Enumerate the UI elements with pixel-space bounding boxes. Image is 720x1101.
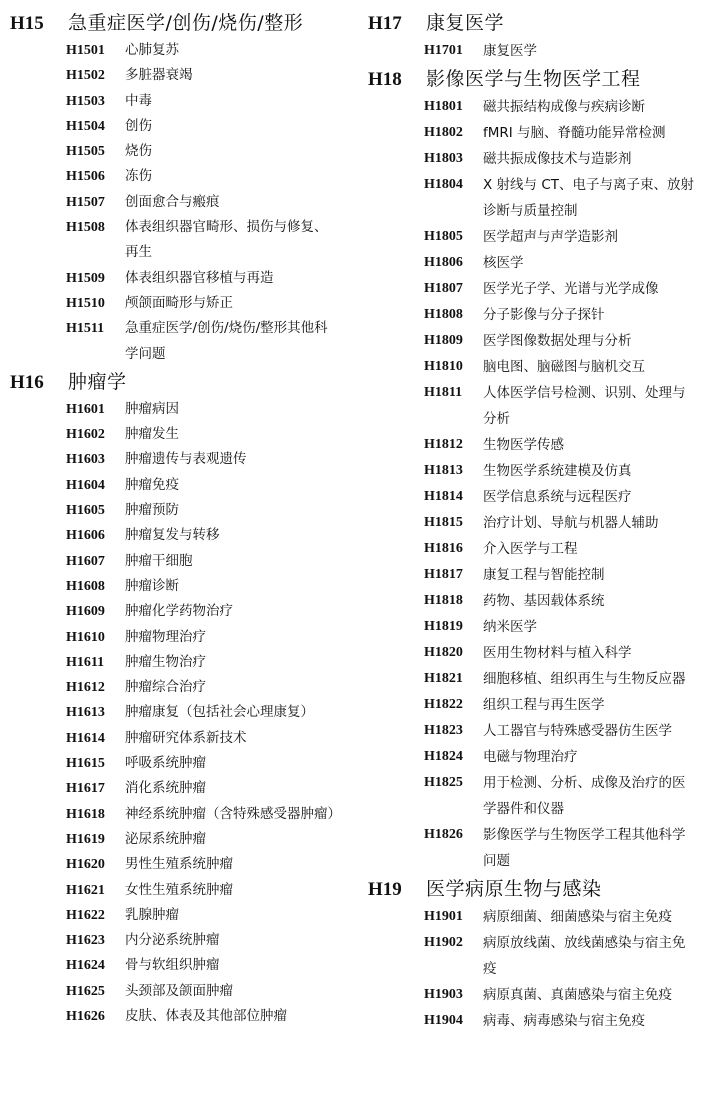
item-code: H1701: [424, 43, 463, 58]
list-item: [424, 38, 713, 64]
item-code: H1819: [424, 619, 463, 634]
list-item: [66, 498, 350, 523]
item-code: H1501: [66, 43, 105, 58]
section-code: H16: [10, 371, 44, 393]
item-code: H1617: [66, 781, 105, 797]
list-item: [66, 38, 350, 63]
item-text: 肿瘤复发与转移: [125, 527, 220, 544]
item-code: H1611: [66, 654, 105, 670]
section-code: H19: [368, 879, 402, 900]
item-text: 电磁与物理治疗: [483, 749, 578, 765]
subject-section: [368, 8, 713, 64]
item-text: 影像医学与生物医学工程其他科学问题: [483, 827, 686, 869]
list-item: [424, 640, 713, 666]
list-item: [424, 666, 713, 692]
item-code: H1902: [424, 935, 463, 950]
list-item: [66, 63, 350, 88]
subject-section: [10, 8, 350, 367]
list-item: [66, 675, 350, 700]
item-code: H1813: [424, 463, 463, 478]
subject-section: [368, 64, 713, 874]
item-text: 康复医学: [483, 43, 537, 59]
section-title: 康复医学: [426, 12, 505, 34]
list-item: [66, 316, 350, 367]
item-text: 肿瘤化学药物治疗: [125, 603, 233, 620]
item-text: 体表组织器官畸形、损伤与修复、再生: [125, 219, 328, 261]
list-item: [66, 266, 350, 291]
item-code: H1625: [66, 983, 105, 999]
list-item: [66, 190, 350, 215]
item-text: 心肺复苏: [125, 42, 179, 58]
item-code: H1510: [66, 295, 105, 311]
item-code: H1609: [66, 604, 105, 620]
item-text: 医用生物材料与植入科学: [483, 645, 632, 661]
item-code: H1610: [66, 629, 105, 645]
item-text: 病原细菌、细菌感染与宿主免疫: [483, 909, 672, 925]
list-item: [424, 904, 713, 930]
item-text: 医学光子学、光谱与光学成像: [483, 281, 659, 297]
item-code: H1612: [66, 680, 105, 696]
list-item: [424, 588, 713, 614]
item-code: H1614: [66, 730, 105, 746]
list-item: [66, 802, 350, 827]
list-item: [66, 215, 350, 266]
section-title: 影像医学与生物医学工程: [426, 68, 641, 90]
item-code: H1511: [66, 321, 105, 337]
item-text: 冻伤: [125, 168, 152, 185]
item-code: H1506: [66, 169, 105, 185]
item-code: H1626: [66, 1008, 105, 1024]
item-text: 病原放线菌、放线菌感染与宿主免疫: [483, 935, 686, 977]
item-text: 康复工程与智能控制: [483, 567, 605, 583]
item-text: 多脏器衰竭: [125, 67, 193, 84]
item-text: 脑电图、脑磁图与脑机交互: [483, 359, 645, 375]
item-code: H1803: [424, 151, 463, 166]
item-code: H1622: [66, 907, 105, 923]
item-text: 中毒: [125, 92, 152, 109]
item-code: H1817: [424, 567, 463, 582]
list-item: [66, 574, 350, 599]
item-code: H1812: [424, 437, 463, 452]
item-code: H1824: [424, 749, 463, 764]
list-item: [66, 1004, 350, 1029]
item-text: 内分泌系统肿瘤: [125, 932, 220, 949]
item-text: 肿瘤干细胞: [125, 552, 193, 569]
list-item: [424, 432, 713, 458]
list-item: [66, 549, 350, 574]
item-text: 生物医学传感: [483, 437, 564, 453]
item-text: 生物医学系统建模及仿真: [483, 463, 632, 479]
item-text: 肿瘤生物治疗: [125, 653, 206, 670]
item-code: H1508: [66, 220, 105, 236]
subject-section: [10, 367, 350, 1029]
item-text: 肿瘤发生: [125, 426, 179, 443]
item-code: H1810: [424, 359, 463, 374]
subject-section: [368, 874, 713, 1034]
item-text: 肿瘤免疫: [125, 476, 179, 493]
list-item: [66, 878, 350, 903]
item-code: H1820: [424, 645, 463, 660]
list-item: [424, 380, 713, 432]
item-text: 人工器官与特殊感受器仿生医学: [483, 723, 672, 739]
list-item: [424, 744, 713, 770]
item-text: 医学信息系统与远程医疗: [483, 489, 632, 505]
item-text: 创面愈合与瘢痕: [125, 193, 220, 210]
list-item: [66, 726, 350, 751]
item-code: H1826: [424, 827, 463, 842]
list-item: [424, 1008, 713, 1034]
section-title: 医学病原生物与感染: [426, 878, 602, 900]
item-text: 骨与软组织肿瘤: [125, 957, 220, 974]
item-code: H1605: [66, 503, 105, 519]
list-item: [66, 114, 350, 139]
item-text: 医学图像数据处理与分析: [483, 333, 632, 349]
section-title: 急重症医学/创伤/烧伤/整形: [68, 12, 304, 34]
item-text: 创伤: [125, 117, 152, 134]
item-text: 肿瘤预防: [125, 502, 179, 519]
list-item: [66, 650, 350, 675]
item-text: 急重症医学/创伤/烧伤/整形其他科学问题: [125, 320, 328, 362]
list-item: [66, 751, 350, 776]
item-code: H1801: [424, 99, 463, 114]
list-item: [66, 599, 350, 624]
item-code: H1807: [424, 281, 463, 296]
list-item: [66, 827, 350, 852]
list-item: [424, 172, 713, 224]
list-item: [66, 473, 350, 498]
section-heading: [10, 8, 350, 38]
item-text: 介入医学与工程: [483, 541, 578, 557]
list-item: [66, 903, 350, 928]
item-code: H1904: [424, 1013, 463, 1028]
item-text: 肿瘤遗传与表观遗传: [125, 451, 247, 468]
list-item: [66, 523, 350, 548]
item-code: H1601: [66, 401, 105, 417]
item-text: 神经系统肿瘤（含特殊感受器肿瘤）: [125, 805, 341, 822]
section-heading: [368, 64, 713, 94]
item-text: 细胞移植、组织再生与生物反应器: [483, 671, 686, 687]
item-text: 核医学: [483, 255, 524, 271]
list-item: [66, 625, 350, 650]
item-text: 磁共振成像技术与造影剂: [483, 151, 632, 167]
item-text: 病原真菌、真菌感染与宿主免疫: [483, 987, 672, 1003]
item-code: H1615: [66, 756, 105, 772]
item-code: H1509: [66, 270, 105, 286]
list-item: [424, 822, 713, 874]
item-code: H1603: [66, 452, 105, 468]
item-text: fMRI 与脑、脊髓功能异常检测: [483, 125, 666, 141]
item-text: 肿瘤病因: [125, 400, 179, 417]
item-text: 药物、基因载体系统: [483, 593, 605, 609]
item-text: 皮肤、体表及其他部位肿瘤: [125, 1007, 287, 1024]
item-text: 人体医学信号检测、识别、处理与分析: [483, 385, 686, 427]
item-code: H1608: [66, 578, 105, 594]
item-code: H1613: [66, 705, 105, 721]
list-item: [424, 328, 713, 354]
list-item: [66, 397, 350, 422]
item-code: H1606: [66, 528, 105, 544]
item-code: H1504: [66, 118, 105, 134]
item-text: 病毒、病毒感染与宿主免疫: [483, 1013, 645, 1029]
item-code: H1624: [66, 958, 105, 974]
item-code: H1825: [424, 775, 463, 790]
item-text: 肿瘤康复（包括社会心理康复）: [125, 704, 314, 721]
list-item: [424, 484, 713, 510]
list-item: [424, 930, 713, 982]
section-code: H15: [10, 13, 44, 34]
item-text: 肿瘤综合治疗: [125, 679, 206, 696]
item-text: 乳腺肿瘤: [125, 906, 179, 923]
item-text: 治疗计划、导航与机器人辅助: [483, 515, 659, 531]
item-text: 颅颌面畸形与矫正: [125, 294, 233, 311]
list-item: [66, 291, 350, 316]
item-code: H1802: [424, 125, 463, 140]
item-code: H1805: [424, 229, 463, 244]
list-item: [424, 146, 713, 172]
item-code: H1818: [424, 593, 463, 608]
list-item: [424, 120, 713, 146]
item-code: H1816: [424, 541, 463, 556]
item-text: 肿瘤诊断: [125, 577, 179, 594]
item-code: H1821: [424, 671, 463, 686]
list-item: [66, 89, 350, 114]
list-item: [424, 982, 713, 1008]
item-code: H1618: [66, 806, 105, 822]
item-code: H1806: [424, 255, 463, 270]
right-column: [368, 8, 713, 1034]
item-code: H1619: [66, 831, 105, 847]
list-item: [424, 614, 713, 640]
item-code: H1811: [424, 385, 463, 400]
item-text: 烧伤: [125, 143, 152, 160]
item-code: H1602: [66, 427, 105, 443]
item-text: 组织工程与再生医学: [483, 697, 605, 713]
item-code: H1809: [424, 333, 463, 348]
list-item: [66, 164, 350, 189]
item-code: H1621: [66, 882, 105, 898]
item-text: 泌尿系统肿瘤: [125, 830, 206, 847]
section-code: H18: [368, 69, 402, 90]
list-item: [424, 562, 713, 588]
item-text: 肿瘤研究体系新技术: [125, 729, 247, 746]
list-item: [424, 354, 713, 380]
list-item: [66, 447, 350, 472]
list-item: [424, 276, 713, 302]
list-item: [424, 302, 713, 328]
item-code: H1505: [66, 144, 105, 160]
item-code: H1804: [424, 177, 463, 192]
item-text: 女性生殖系统肿瘤: [125, 881, 233, 898]
item-code: H1502: [66, 68, 105, 84]
item-code: H1604: [66, 477, 105, 493]
item-code: H1620: [66, 857, 105, 873]
list-item: [66, 139, 350, 164]
item-code: H1507: [66, 194, 105, 210]
item-code: H1814: [424, 489, 463, 504]
item-code: H1903: [424, 987, 463, 1002]
list-item: [424, 458, 713, 484]
item-text: X 射线与 CT、电子与离子束、放射诊断与质量控制: [483, 177, 695, 219]
item-code: H1823: [424, 723, 463, 738]
list-item: [424, 770, 713, 822]
list-item: [424, 536, 713, 562]
section-heading: [368, 8, 713, 38]
section-heading: [368, 874, 713, 904]
list-item: [424, 718, 713, 744]
item-text: 磁共振结构成像与疾病诊断: [483, 99, 645, 115]
item-text: 头颈部及颌面肿瘤: [125, 982, 233, 999]
item-text: 用于检测、分析、成像及治疗的医学器件和仪器: [483, 775, 686, 817]
list-item: [66, 979, 350, 1004]
list-item: [66, 776, 350, 801]
list-item: [66, 953, 350, 978]
item-code: H1815: [424, 515, 463, 530]
item-text: 肿瘤物理治疗: [125, 628, 206, 645]
item-code: H1808: [424, 307, 463, 322]
item-text: 分子影像与分子探针: [483, 307, 605, 323]
item-text: 体表组织器官移植与再造: [125, 269, 274, 286]
list-item: [66, 928, 350, 953]
list-item: [66, 700, 350, 725]
list-item: [66, 852, 350, 877]
section-heading: [10, 367, 350, 397]
item-code: H1901: [424, 909, 463, 924]
list-item: [424, 692, 713, 718]
list-item: [424, 510, 713, 536]
item-text: 呼吸系统肿瘤: [125, 755, 206, 772]
list-item: [66, 422, 350, 447]
list-item: [424, 94, 713, 120]
item-code: H1607: [66, 553, 105, 569]
item-text: 纳米医学: [483, 619, 537, 635]
item-code: H1822: [424, 697, 463, 712]
item-code: H1503: [66, 93, 105, 109]
item-code: H1623: [66, 933, 105, 949]
list-item: [424, 224, 713, 250]
item-text: 消化系统肿瘤: [125, 780, 206, 797]
item-text: 医学超声与声学造影剂: [483, 229, 618, 245]
item-text: 男性生殖系统肿瘤: [125, 856, 233, 873]
left-column: [10, 8, 350, 1029]
section-title: 肿瘤学: [68, 370, 127, 393]
section-code: H17: [368, 13, 402, 34]
list-item: [424, 250, 713, 276]
